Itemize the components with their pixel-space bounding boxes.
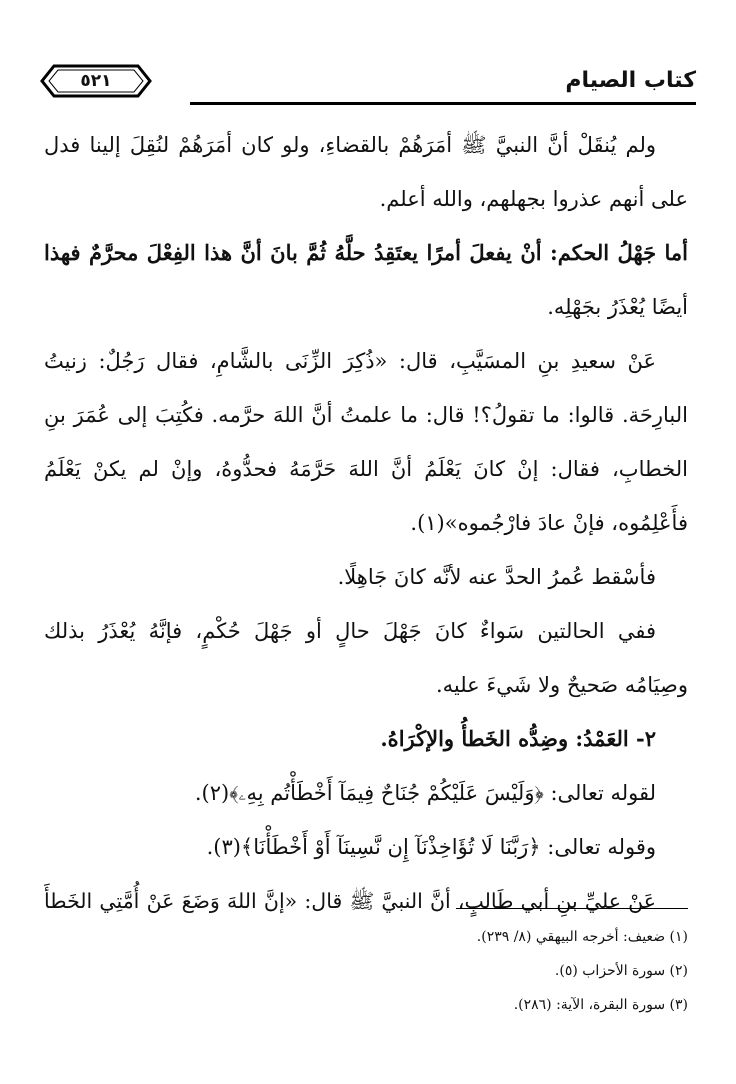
text-line: أما جَهْلُ الحكم: أنْ يفعلَ أمرًا يعتَقِدُ حلَّهُ ثُمَّ بانَ أنَّ هذا الفِعْلَ محرَّمٌ فهذا	[44, 240, 688, 265]
text-line: ففي الحالتين سَواءٌ كانَ جَهْلَ حالٍ أو جَهْلَ حُكْمٍ، فإنَّهُ يُعْذَرُ بذلك	[44, 619, 656, 643]
text-line: أيضًا يُعْذَرُ بجَهْلِه.	[547, 295, 688, 319]
text-line: وقوله تعالى: ﴿رَبَّنَا لَا تُؤَاخِذْنَآ إِن نَّسِينَآ أَوْ أَخْطَأْنَا﴾(٣).	[206, 835, 656, 859]
text-line: على أنهم عذروا بجهلهم، والله أعلم.	[379, 187, 688, 211]
footnote-rule	[456, 908, 688, 909]
footnote-item: (٣) سورة البقرة، الآية: (٢٨٦).	[513, 997, 688, 1013]
footnotes	[44, 920, 688, 1022]
text-line: وصِيَامُه صَحيحٌ ولا شَيءَ عليه.	[435, 673, 688, 697]
text-line: ولم يُنقَلْ أنَّ النبيَّ ﷺ أمَرَهُمْ بالقضاءِ، ولو كان أمَرَهُمْ لنُقِلَ إلينا فدل	[44, 133, 656, 157]
text-line: عَنْ سعيدِ بنِ المسَيَّبِ، قال: «ذُكِرَ الزِّنَى بالشَّامِ، فقال رَجُلٌ: زنيتُ	[44, 349, 656, 373]
text-line: عَنْ عليِّ بنِ أبي طَالبٍ، أنَّ النبيَّ ﷺ قال: «إنَّ اللهَ وَضَعَ عَنْ أُمَّتِي الخَطأَ	[44, 889, 656, 913]
footnote-item: (٢) سورة الأحزاب (٥).	[554, 963, 688, 979]
text-line: فأَعْلِمُوه، فإنْ عادَ فارْجُموه»(١).	[410, 511, 688, 535]
page-number-badge	[40, 64, 152, 98]
page-number: ٥٢١	[80, 71, 112, 91]
text-line: الخطابِ، فقال: إنْ كانَ يَعْلَمُ أنَّ اللهَ حَرَّمَهُ فحدُّوهُ، وإنْ لم يكنْ يَعْلَمُ	[44, 457, 688, 481]
text-line: البارِحَة. قالوا: ما تقولُ؟! قال: ما علمتُ أنَّ اللهَ حرَّمه. فكُتِبَ إلى عُمَرَ بنِ	[44, 403, 688, 427]
header-rule	[190, 102, 696, 105]
page-header	[40, 62, 696, 106]
book-title: كتاب الصيام	[565, 68, 696, 93]
footnote-item: (١) ضعيف: أخرجه البيهقي (٨/ ٢٣٩).	[476, 929, 688, 945]
text-line: فأسْقط عُمرُ الحدَّ عنه لأنَّه كانَ جَاهِلًا.	[337, 565, 656, 589]
text-line: لقوله تعالى: ﴿وَلَيْسَ عَلَيْكُمْ جُنَاحٌ فِيمَآ أَخْطَأْتُم بِهِۦ﴾(٢).	[194, 781, 656, 805]
text-line: ٢- العَمْدُ: وضِدُّه الخَطأُ والإكْرَاهُ.	[380, 726, 656, 751]
main-text	[44, 118, 688, 928]
